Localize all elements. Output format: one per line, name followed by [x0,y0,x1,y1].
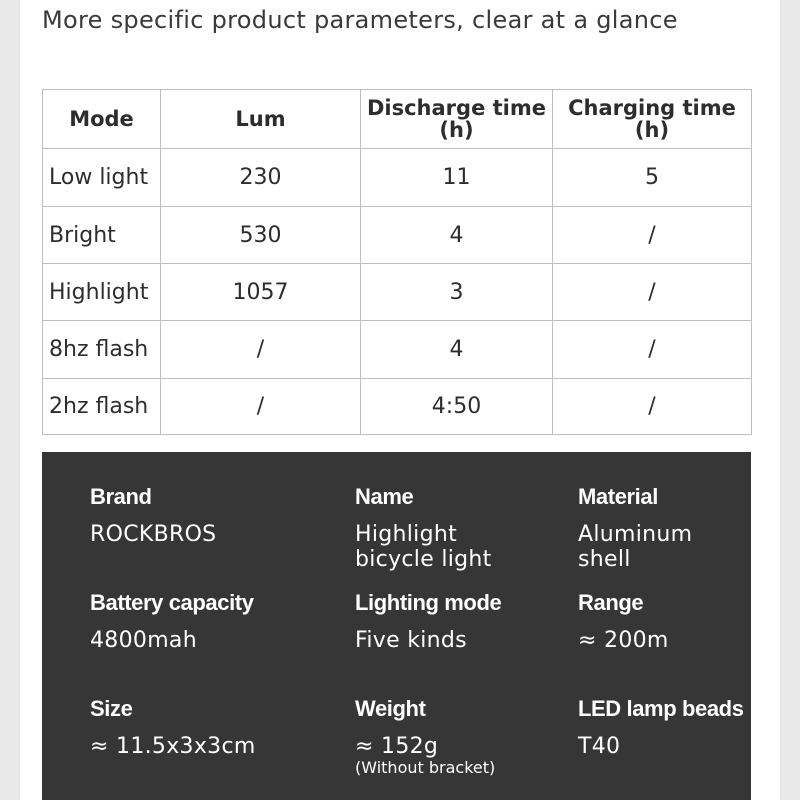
cell-mode: 2hz flash [43,379,161,435]
spec-size [90,696,310,759]
cell-lum: 530 [161,207,361,264]
spec-value: 4800mah [90,628,197,653]
spec-value: T40 [578,734,621,759]
spec-value-line: bicycle light [355,547,492,572]
spec-value: ≈ 11.5x3x3cm [90,734,256,759]
spec-label: Name [355,484,414,509]
table-row [43,264,752,321]
spec-weight [355,696,575,776]
table-row [43,149,752,207]
cell-charging: / [553,207,752,264]
spec-range [578,590,798,653]
cell-charging: / [553,379,752,435]
spec-value: ≈ 200m [578,628,669,653]
spec-value [578,522,798,572]
spec-label: Lighting mode [355,590,502,615]
cell-lum: 1057 [161,264,361,321]
cell-charging: / [553,321,752,379]
page-headline: More specific product parameters, clear at a glance [42,6,678,34]
spec-label: Battery capacity [90,590,254,615]
header-charging-time: Charging time (h) [553,90,752,149]
header-lum: Lum [161,90,361,149]
table-header-row [43,90,752,149]
cell-mode: Low light [43,149,161,207]
spec-label: Brand [90,484,152,509]
table-row [43,207,752,264]
spec-value [355,522,575,572]
spec-value: ROCKBROS [90,522,217,547]
spec-led-lamp-beads [578,696,798,759]
cell-lum: 230 [161,149,361,207]
cell-discharge: 3 [361,264,553,321]
spec-value-line: shell [578,547,631,572]
cell-mode: Highlight [43,264,161,321]
cell-discharge: 4 [361,207,553,264]
spec-battery-capacity [90,590,310,653]
table-row [43,321,752,379]
specs-panel [42,452,751,800]
spec-brand [90,484,310,547]
spec-label: Weight [355,696,426,721]
spec-lighting-mode [355,590,575,653]
cell-discharge: 4 [361,321,553,379]
cell-discharge: 11 [361,149,553,207]
table-row [43,379,752,435]
cell-discharge: 4:50 [361,379,553,435]
spec-label: Material [578,484,658,509]
spec-label: Range [578,590,644,615]
header-mode: Mode [43,90,161,149]
spec-value: ≈ 152g [355,734,439,759]
spec-label: Size [90,696,133,721]
spec-value-line: Aluminum [578,522,693,547]
spec-value-line: Highlight [355,522,458,547]
spec-name [355,484,575,572]
cell-lum: / [161,321,361,379]
header-discharge-time: Discharge time (h) [361,90,553,149]
parameters-table [42,89,752,435]
cell-charging: / [553,264,752,321]
cell-charging: 5 [553,149,752,207]
cell-mode: 8hz flash [43,321,161,379]
spec-label: LED lamp beads [578,696,744,721]
spec-material [578,484,798,572]
cell-mode: Bright [43,207,161,264]
spec-value: Five kinds [355,628,467,653]
spec-note: (Without bracket) [355,758,496,777]
cell-lum: / [161,379,361,435]
